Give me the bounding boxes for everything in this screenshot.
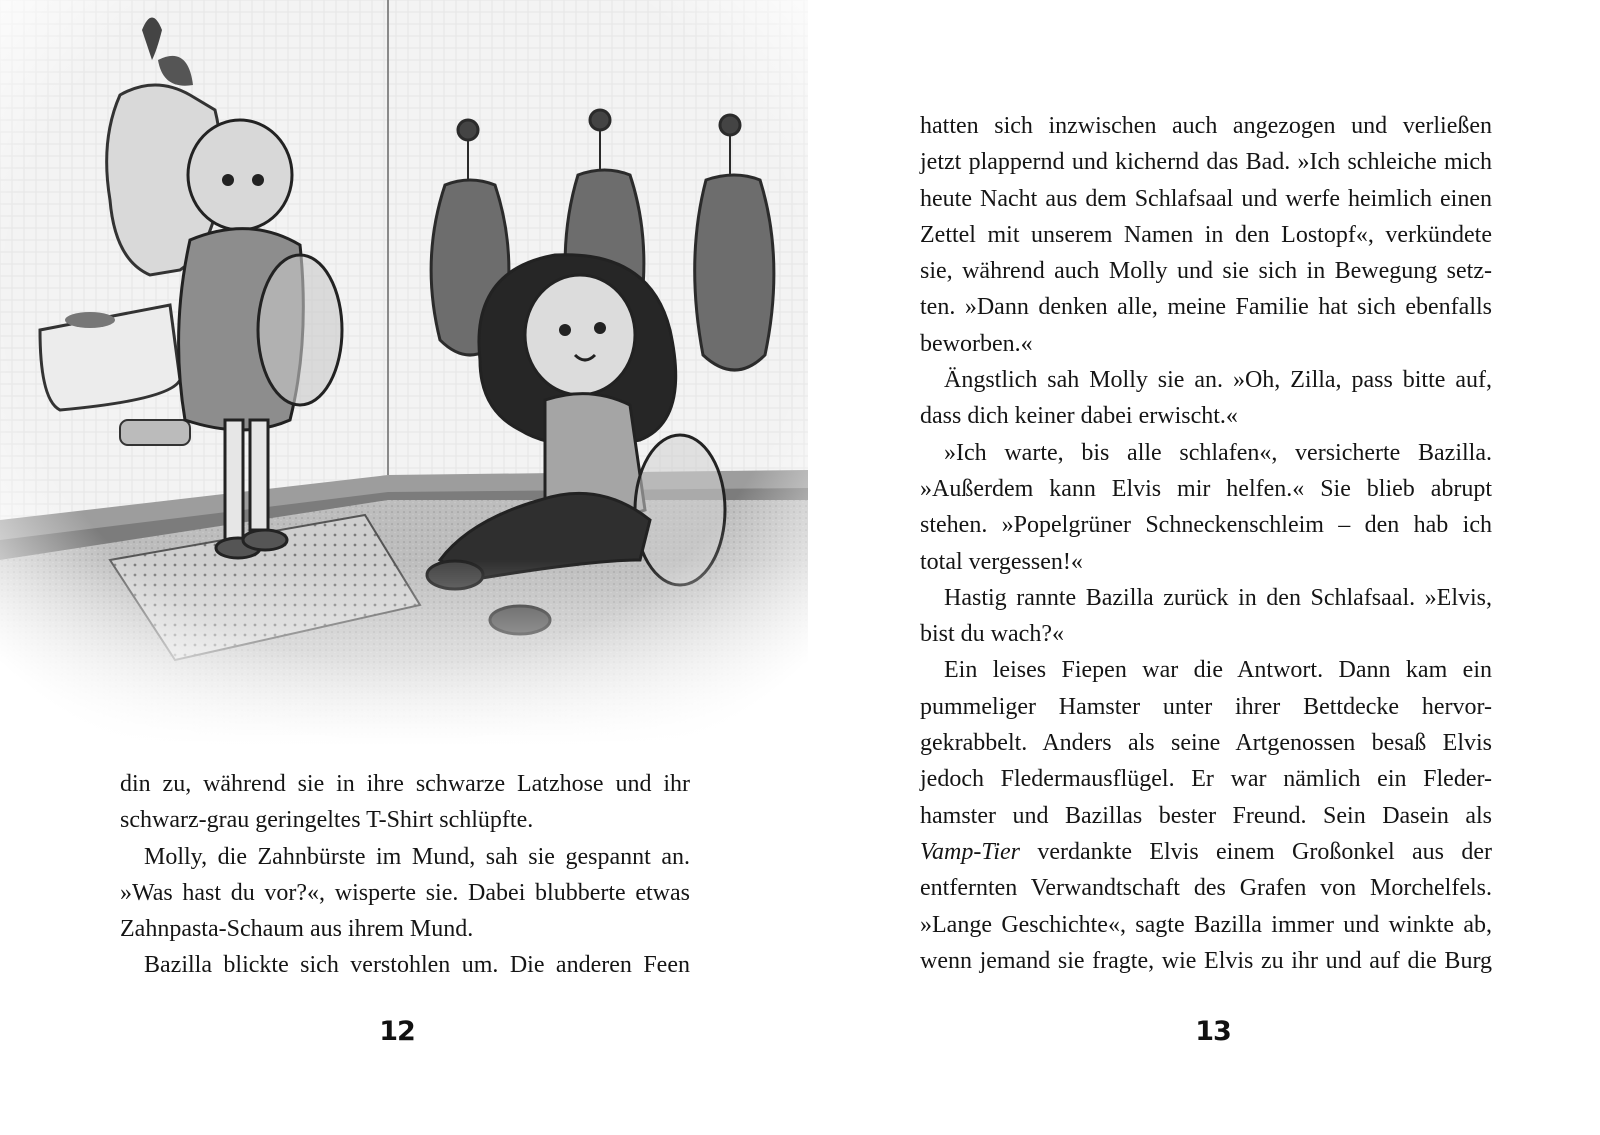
text-line: hamster und Bazillas bester Freund. Sein Dasein als — [920, 802, 1492, 829]
italic-term: Vamp-Tier — [920, 838, 1021, 865]
text-line: wenn jemand sie fragte, wie Elvis zu ihr und auf die Burg — [920, 947, 1492, 974]
paragraph — [920, 652, 1492, 979]
illustration-bathroom-fairies — [0, 0, 808, 745]
text-line: Zettel mit unserem Namen in den Lostopf«, verkündete — [920, 221, 1492, 248]
left-page-text — [120, 766, 690, 984]
text-line: heute Nacht aus dem Schlafsaal und werfe heimlich einen — [920, 185, 1492, 212]
right-page-text — [920, 108, 1492, 979]
text-line: jetzt plappernd und kichernd das Bad. »Ich schleiche mich — [920, 149, 1492, 176]
text-line: jedoch Fledermausflügel. Er war nämlich ein Fleder- — [920, 766, 1492, 793]
text-line: gekrabbelt. Anders als seine Artgenossen besaß Elvis — [920, 730, 1492, 757]
text-line: stehen. »Popelgrüner Schneckenschleim – den hab ich — [920, 512, 1492, 539]
text-line: Hastig rannte Bazilla zurück in den Schlafsaal. »Elvis, — [944, 584, 1492, 611]
paragraph — [120, 766, 690, 839]
text-fragment: verdankte Elvis einem Großonkel aus der — [1020, 838, 1492, 865]
text-line: »Ich warte, bis alle schlafen«, versicherte Bazilla. — [944, 439, 1492, 466]
paragraph — [920, 580, 1492, 653]
text-line: beworben.« — [920, 330, 1033, 357]
text-line: Molly, die Zahnbürste im Mund, sah sie gespannt an. — [144, 843, 690, 870]
page-number: 12 — [379, 1016, 415, 1047]
paragraph — [920, 108, 1492, 362]
text-line: bist du wach?« — [920, 621, 1064, 648]
text-line: Bazilla blickte sich verstohlen um. Die anderen Feen — [144, 952, 690, 979]
text-line: hatten sich inzwischen auch angezogen und verließen — [920, 113, 1492, 139]
text-line: Zahnpasta-Schaum aus ihrem Mund. — [120, 916, 474, 943]
text-line: »Was hast du vor?«, wisperte sie. Dabei blubberte etwas — [120, 879, 690, 906]
paragraph — [920, 362, 1492, 435]
text-line: sie, während auch Molly und sie sich in Bewegung setz- — [920, 258, 1492, 285]
page-number: 13 — [1195, 1016, 1231, 1047]
paragraph — [120, 839, 690, 948]
text-line: entfernten Verwandtschaft des Grafen von Morchelfels. — [920, 875, 1492, 902]
text-line: »Außerdem kann Elvis mir helfen.« Sie blieb abrupt — [920, 475, 1492, 502]
paragraph — [920, 435, 1492, 580]
text-line: schwarz-grau geringeltes T-Shirt schlüpfte. — [120, 807, 534, 834]
text-line: dass dich keiner dabei erwischt.« — [920, 403, 1238, 430]
text-line: Ein leises Fiepen war die Antwort. Dann kam ein — [944, 657, 1492, 684]
text-line-with-italic — [920, 834, 1492, 870]
text-line: din zu, während sie in ihre schwarze Latzhose und ihr — [120, 771, 690, 797]
paragraph — [120, 947, 690, 983]
text-line: ten. »Dann denken alle, meine Familie hat sich ebenfalls — [920, 294, 1492, 321]
text-line: Ängstlich sah Molly sie an. »Oh, Zilla, pass bitte auf, — [944, 367, 1492, 394]
text-line: »Lange Geschichte«, sagte Bazilla immer und winkte ab, — [920, 911, 1492, 938]
text-line: pummeliger Hamster unter ihrer Bettdecke hervor- — [920, 693, 1492, 720]
text-line: total vergessen!« — [920, 548, 1083, 575]
